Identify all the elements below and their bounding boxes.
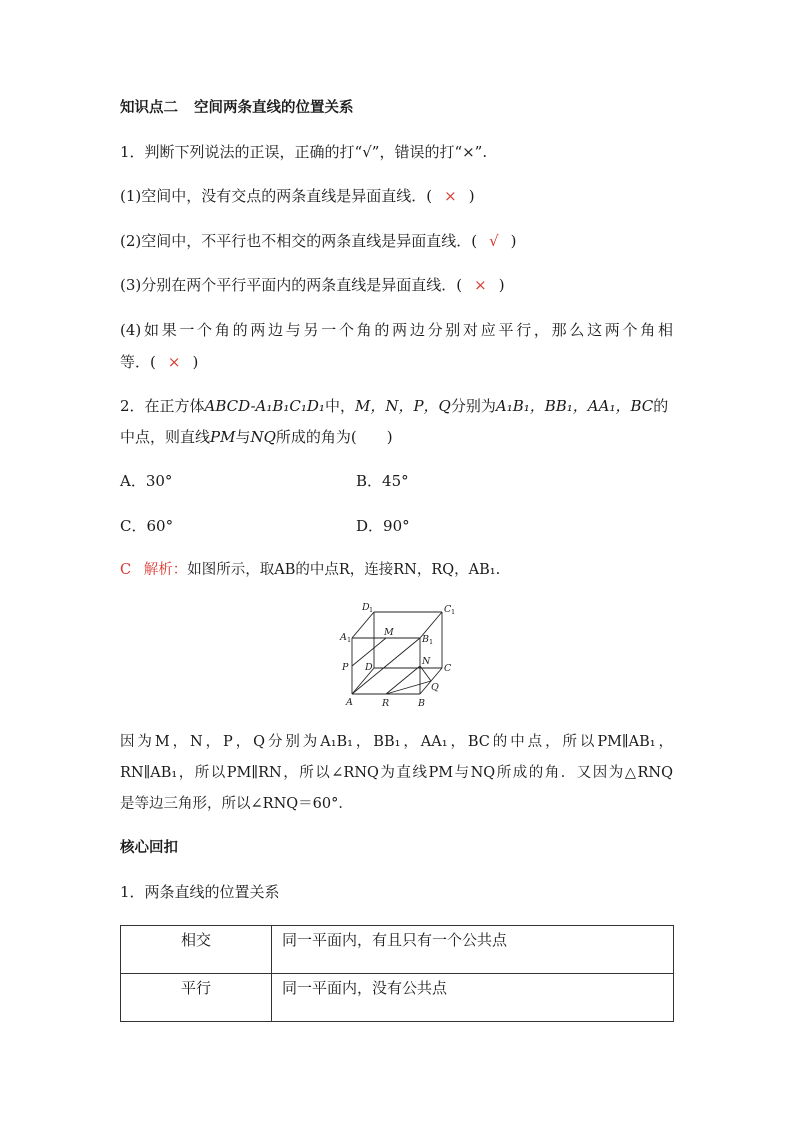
- core-title: 核心回扣: [120, 839, 178, 856]
- label-b1: B: [422, 634, 429, 645]
- label-d: D: [365, 662, 373, 673]
- section-title: [120, 98, 354, 118]
- q1-stem: 1．判断下列说法的正误，正确的打“√”，错误的打“×”.: [120, 143, 488, 161]
- segment-rn: [386, 666, 420, 694]
- cube-figure: [338, 598, 458, 710]
- q2-line1: 2．在正方体ABCD-A₁B₁C₁D₁中，M，N，P，Q分别为A₁B₁，BB₁，AA₁，BC的: [120, 397, 669, 415]
- label-c: C: [444, 663, 452, 674]
- solution-intro: 解析：: [143, 562, 188, 578]
- label-d1: D: [362, 602, 370, 613]
- segment-rq: [386, 681, 431, 694]
- segment-ab1: [352, 638, 420, 694]
- q1-item-1: (1)空间中，没有交点的两条直线是异面直线．( × ): [120, 187, 475, 205]
- label-b: B: [418, 698, 425, 709]
- q1-item-2: (2)空间中，不平行也不相交的两条直线是异面直线．( √ ): [120, 232, 517, 250]
- table-value: 同一平面内，没有公共点: [272, 974, 674, 1022]
- q1-item-4-line2: 等．( × ): [120, 353, 199, 371]
- table-key: 相交: [121, 926, 272, 974]
- label-n: N: [422, 656, 431, 667]
- q1-answer-1: ×: [444, 187, 457, 205]
- section-text: 空间两条直线的位置关系: [194, 99, 354, 116]
- svg-text:1: 1: [451, 608, 456, 616]
- solution-line4: 是等边三角形，所以∠RNQ＝60°．: [120, 796, 353, 812]
- label-a: A: [346, 697, 353, 708]
- label-r: R: [382, 698, 390, 709]
- label-m: M: [384, 627, 394, 638]
- solution-line1: C 解析：如图所示，取AB的中点R，连接RN，RQ，AB₁.: [120, 562, 501, 578]
- q1-answer-2: √: [489, 232, 499, 250]
- q1-answer-4: ×: [167, 353, 181, 371]
- label-p: P: [342, 662, 349, 673]
- q1-answer-3: ×: [474, 276, 487, 294]
- q1-item-4-line1: (4)如果一个角的两边与另一个角的两边分别对应平行，那么这两个角相: [120, 321, 673, 339]
- section-label: 知识点二: [120, 99, 178, 116]
- option-b: B．45°: [356, 472, 409, 490]
- table-value: 同一平面内，有且只有一个公共点: [272, 926, 674, 974]
- option-c: C．60°: [120, 517, 174, 535]
- core-sub: 1．两条直线的位置关系: [120, 883, 280, 901]
- q1-item-3: (3)分别在两个平行平面内的两条直线是异面直线．( × ): [120, 276, 505, 294]
- relation-table: [120, 925, 674, 1022]
- edge-a1d1: [352, 612, 374, 638]
- svg-text:1: 1: [369, 606, 374, 614]
- label-c1: C: [444, 604, 452, 615]
- svg-text:1: 1: [429, 638, 434, 646]
- table-key: 平行: [121, 974, 272, 1022]
- option-d: D．90°: [356, 517, 410, 535]
- solution-line3: RN∥AB₁，所以PM∥RN，所以∠RNQ为直线PM与NQ所成的角．又因为△RNQ: [120, 765, 673, 781]
- table-row: [121, 974, 674, 1022]
- svg-text:1: 1: [347, 636, 352, 644]
- label-q: Q: [431, 682, 439, 693]
- solution-answer: C: [120, 562, 132, 578]
- table-row: [121, 926, 674, 974]
- q2-line2: 中点，则直线PM与NQ所成的角为( ): [120, 428, 393, 446]
- solution-line2: 因为M，N，P，Q分别为A₁B₁，BB₁，AA₁，BC的中点，所以PM∥AB₁，: [120, 734, 673, 750]
- label-a1: A: [340, 632, 347, 643]
- cube-name: ABCD-A₁B₁C₁D₁: [204, 397, 325, 415]
- option-a: A．30°: [120, 472, 173, 490]
